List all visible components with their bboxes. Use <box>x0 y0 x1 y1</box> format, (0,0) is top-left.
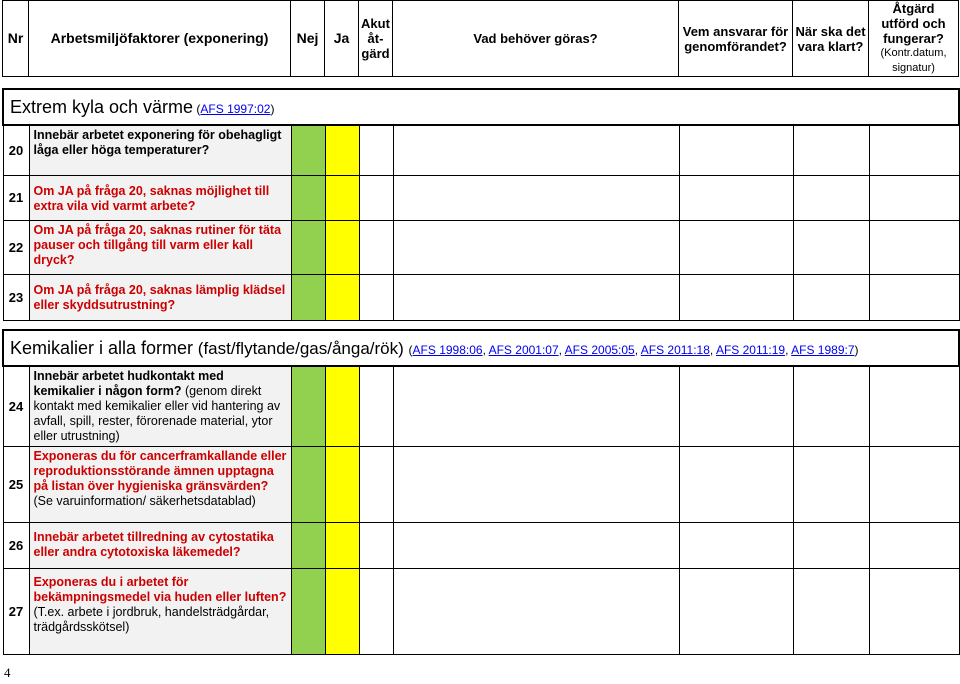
akut-cell[interactable] <box>359 447 393 523</box>
header-vem-line2: genomförandet? <box>684 38 787 54</box>
question-row <box>3 569 959 655</box>
nar-cell[interactable] <box>793 447 869 523</box>
atgard-cell[interactable] <box>869 220 959 274</box>
ja-cell[interactable] <box>325 274 359 320</box>
header-ja: Ja <box>325 1 359 77</box>
section-title-kemikalier: Kemikalier i alla former (fast/flytande/gas/ånga/rök) (AFS 1998:06, AFS 2001:07, AFS 2005:05, AFS 2011:18, AFS 2011:19, AFS 1989:7) <box>3 330 959 366</box>
question-number: 22 <box>3 220 29 274</box>
vem-cell[interactable] <box>679 523 793 569</box>
ja-cell[interactable] <box>325 523 359 569</box>
nej-cell[interactable] <box>291 175 325 220</box>
question-text: Innebär arbetet hudkontakt med kemikalier i någon form? (genom direkt kontakt med kemikalier eller vid hantering av avfall, spill, rester, förorenade material, ytor eller utrustning) <box>29 366 291 447</box>
header-atgard-line2: utförd och <box>881 16 946 31</box>
vad-cell[interactable] <box>393 274 679 320</box>
akut-cell[interactable] <box>359 274 393 320</box>
atgard-cell[interactable] <box>869 523 959 569</box>
header-akut-line1: Akut <box>361 16 390 31</box>
header-nej: Nej <box>291 1 325 77</box>
ja-cell[interactable] <box>325 447 359 523</box>
question-number: 21 <box>3 175 29 220</box>
header-akut-line3: gärd <box>361 46 390 61</box>
vem-cell[interactable] <box>679 274 793 320</box>
question-number: 20 <box>3 125 29 175</box>
nar-cell[interactable] <box>793 523 869 569</box>
header-nar-line2: vara klart? <box>797 38 864 54</box>
akut-cell[interactable] <box>359 125 393 175</box>
nej-cell[interactable] <box>291 125 325 175</box>
header-atgard-note1: (Kontr.datum, <box>880 47 947 59</box>
atgard-cell[interactable] <box>869 175 959 220</box>
link-afs-1998-06[interactable]: AFS 1998:06 <box>412 342 483 357</box>
vad-cell[interactable] <box>393 125 679 175</box>
link-afs-2001-07[interactable]: AFS 2001:07 <box>488 342 559 357</box>
question-number: 23 <box>3 274 29 320</box>
section-title-text: Extrem kyla och värme <box>10 96 194 117</box>
vem-cell[interactable] <box>679 366 793 447</box>
header-atgard-note2: signatur) <box>892 62 935 74</box>
akut-cell[interactable] <box>359 175 393 220</box>
header-nar-line1: När ska det <box>795 23 866 39</box>
link-afs-2011-18[interactable]: AFS 2011:18 <box>640 342 710 357</box>
header-atgard-line3: fungerar? <box>883 31 944 46</box>
atgard-cell[interactable] <box>869 274 959 320</box>
nar-cell[interactable] <box>793 274 869 320</box>
question-text: Exponeras du i arbetet för bekämpningsmedel via huden eller luften? (T.ex. arbete i jordbruk, handelsträdgårdar, trädgårdsskötsel) <box>29 569 291 655</box>
ja-cell[interactable] <box>325 125 359 175</box>
header-atgard-line1: Åtgärd <box>892 1 935 16</box>
section-title-text: Kemikalier i alla former <box>10 337 194 358</box>
question-text: Innebär arbetet tillredning av cytostatika eller andra cytotoxiska läkemedel? <box>29 523 291 569</box>
section-kemikalier <box>2 329 960 655</box>
vad-cell[interactable] <box>393 447 679 523</box>
header-akut-line2: åt- <box>367 31 384 46</box>
question-text: Innebär arbetet exponering för obehagligt låga eller höga temperaturer? <box>29 125 291 175</box>
vad-cell[interactable] <box>393 523 679 569</box>
nej-cell[interactable] <box>291 274 325 320</box>
section-extrem-kyla <box>2 88 960 321</box>
question-number: 24 <box>3 366 29 447</box>
nej-cell[interactable] <box>291 220 325 274</box>
nej-cell[interactable] <box>291 447 325 523</box>
nar-cell[interactable] <box>793 175 869 220</box>
akut-cell[interactable] <box>359 523 393 569</box>
akut-cell[interactable] <box>359 366 393 447</box>
question-number: 26 <box>3 523 29 569</box>
header-akut <box>359 1 393 77</box>
nar-cell[interactable] <box>793 220 869 274</box>
akut-cell[interactable] <box>359 569 393 655</box>
header-table <box>2 0 959 77</box>
atgard-cell[interactable] <box>869 447 959 523</box>
ja-cell[interactable] <box>325 569 359 655</box>
nej-cell[interactable] <box>291 366 325 447</box>
vad-cell[interactable] <box>393 366 679 447</box>
link-afs-1989-7[interactable]: AFS 1989:7 <box>791 342 855 357</box>
question-row <box>3 523 959 569</box>
question-row <box>3 125 959 175</box>
header-nar <box>793 1 869 77</box>
vad-cell[interactable] <box>393 569 679 655</box>
page-number: 4 <box>4 665 11 680</box>
header-atgard <box>869 1 959 77</box>
header-nr: Nr <box>3 1 29 77</box>
question-text: Om JA på fråga 20, saknas möjlighet till extra vila vid varmt arbete? <box>29 175 291 220</box>
nej-cell[interactable] <box>291 523 325 569</box>
nar-cell[interactable] <box>793 569 869 655</box>
question-row <box>3 274 959 320</box>
ja-cell[interactable] <box>325 220 359 274</box>
atgard-cell[interactable] <box>869 125 959 175</box>
link-afs-2011-19[interactable]: AFS 2011:19 <box>715 342 786 357</box>
vem-cell[interactable] <box>679 125 793 175</box>
question-row <box>3 220 959 274</box>
atgard-cell[interactable] <box>869 366 959 447</box>
vem-cell[interactable] <box>679 220 793 274</box>
nar-cell[interactable] <box>793 125 869 175</box>
vad-cell[interactable] <box>393 220 679 274</box>
link-afs-1997-02[interactable]: AFS 1997:02 <box>200 101 271 116</box>
question-number: 25 <box>3 447 29 523</box>
header-vad: Vad behöver göras? <box>393 1 679 77</box>
header-vem-line1: Vem ansvarar för <box>682 23 789 39</box>
nej-cell[interactable] <box>291 569 325 655</box>
vem-cell[interactable] <box>679 569 793 655</box>
akut-cell[interactable] <box>359 220 393 274</box>
ja-cell[interactable] <box>325 175 359 220</box>
ja-cell[interactable] <box>325 366 359 447</box>
question-number: 27 <box>3 569 29 655</box>
vem-cell[interactable] <box>679 175 793 220</box>
question-row <box>3 447 959 523</box>
question-row <box>3 366 959 447</box>
section-subtitle: (fast/flytande/gas/ånga/rök) <box>193 338 409 358</box>
header-factors: Arbetsmiljöfaktorer (exponering) <box>29 1 291 77</box>
question-text: Exponeras du för cancerframkallande eller reproduktionsstörande ämnen upptagna på listan över hygieniska gränsvärden? (Se varuinformation/ säkerhetsdatablad) <box>29 447 291 523</box>
section-title-extrem-kyla: Extrem kyla och värme (AFS 1997:02) <box>3 89 959 125</box>
nar-cell[interactable] <box>793 366 869 447</box>
header-vem <box>679 1 793 77</box>
vem-cell[interactable] <box>679 447 793 523</box>
link-afs-2005-05[interactable]: AFS 2005:05 <box>564 342 635 357</box>
question-text: Om JA på fråga 20, saknas lämplig klädsel eller skyddsutrustning? <box>29 274 291 320</box>
atgard-cell[interactable] <box>869 569 959 655</box>
question-text: Om JA på fråga 20, saknas rutiner för täta pauser och tillgång till varm eller kall dryck? <box>29 220 291 274</box>
question-row <box>3 175 959 220</box>
vad-cell[interactable] <box>393 175 679 220</box>
